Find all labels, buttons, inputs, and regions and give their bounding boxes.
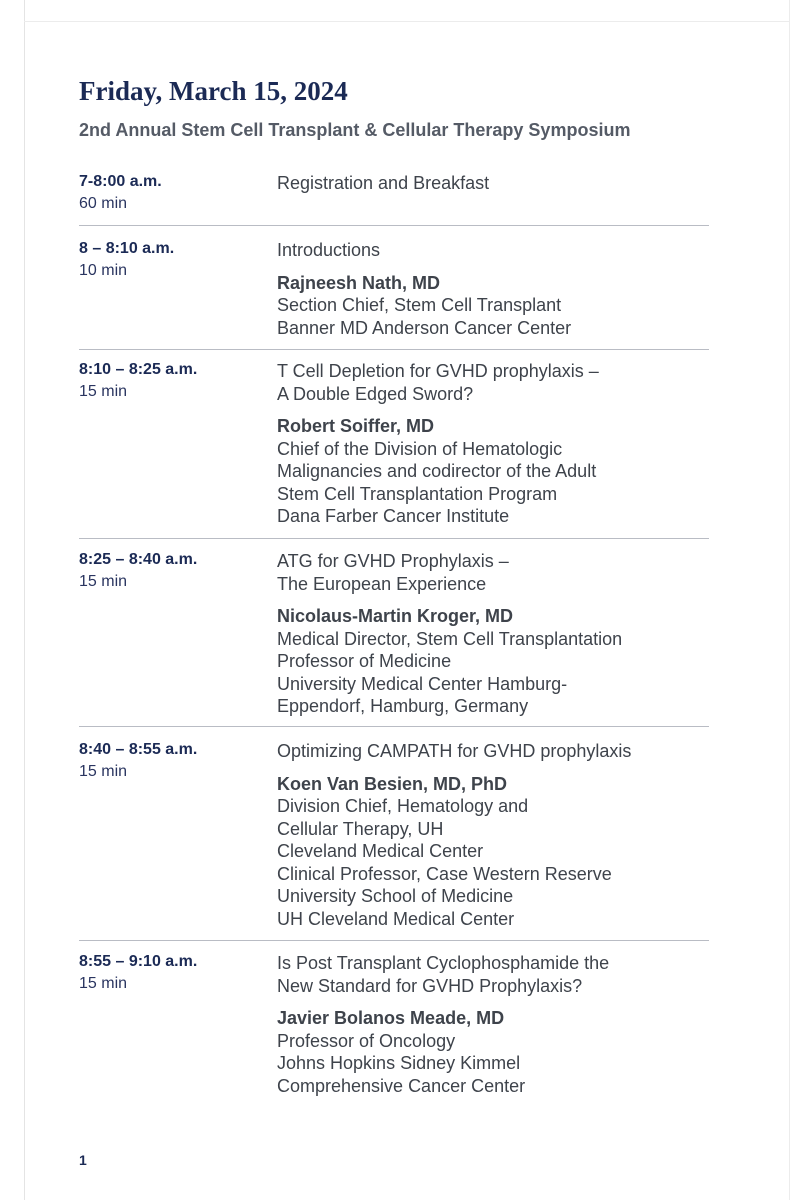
event-subtitle: 2nd Annual Stem Cell Transplant & Cellular Therapy Symposium — [79, 120, 631, 140]
session-time: 8 – 8:10 a.m. — [79, 240, 175, 257]
session-divider — [79, 349, 709, 350]
speaker-affiliation: Medical Director, Stem Cell Transplantation — [277, 628, 623, 649]
speaker-block — [277, 415, 747, 528]
session-duration: 15 min — [79, 975, 128, 992]
speaker-affiliation: Stem Cell Transplantation Program — [277, 483, 558, 504]
speaker-name: Koen Van Besien, MD, PhD — [277, 773, 508, 794]
speaker-affiliation: Dana Farber Cancer Institute — [277, 506, 510, 526]
page-number: 1 — [79, 1152, 87, 1168]
session-content — [277, 952, 747, 1097]
session-duration: 10 min — [79, 262, 128, 279]
page-title: Friday, March 15, 2024 — [79, 76, 348, 106]
session-divider — [79, 538, 709, 539]
speaker-affiliation: Chief of the Division of Hematologic — [277, 438, 563, 459]
session-divider — [79, 225, 709, 226]
speaker-name: Nicolaus-Martin Kroger, MD — [277, 606, 514, 626]
page-edge-top — [24, 21, 790, 22]
page-edge-right — [789, 0, 790, 1200]
speaker-affiliation: Professor of Medicine — [277, 651, 452, 671]
speaker-affiliation: Eppendorf, Hamburg, Germany — [277, 696, 529, 716]
speaker-name: Rajneesh Nath, MD — [277, 272, 441, 293]
speaker-affiliation: Section Chief, Stem Cell Transplant — [277, 295, 562, 315]
session-topic: T Cell Depletion for GVHD prophylaxis – — [277, 361, 599, 381]
speaker-affiliation: Cellular Therapy, UH — [277, 818, 444, 839]
speaker-affiliation: UH Cleveland Medical Center — [277, 908, 515, 929]
session-divider — [79, 940, 709, 941]
speaker-affiliation: Professor of Oncology — [277, 1030, 456, 1051]
speaker-affiliation: Division Chief, Hematology and — [277, 796, 529, 816]
session-time: 8:55 – 9:10 a.m. — [79, 953, 198, 970]
session-topic: ATG for GVHD Prophylaxis – — [277, 551, 509, 571]
session-topic: Optimizing CAMPATH for GVHD prophylaxis — [277, 741, 632, 761]
speaker-affiliation: University School of Medicine — [277, 886, 514, 906]
speaker-affiliation: Banner MD Anderson Cancer Center — [277, 317, 572, 338]
session-duration: 15 min — [79, 383, 128, 400]
speaker-block — [277, 1007, 747, 1097]
session-topic: New Standard for GVHD Prophylaxis? — [277, 975, 583, 996]
session-topic: Introductions — [277, 240, 381, 260]
session-content — [277, 740, 747, 930]
session-topic: The European Experience — [277, 573, 487, 594]
session-topic: Registration and Breakfast — [277, 173, 490, 193]
session-duration: 60 min — [79, 195, 128, 212]
speaker-block — [277, 773, 747, 931]
speaker-affiliation: Comprehensive Cancer Center — [277, 1075, 526, 1096]
session-content — [277, 360, 747, 528]
session-time: 8:40 – 8:55 a.m. — [79, 741, 198, 758]
speaker-block — [277, 605, 747, 718]
session-time: 8:25 – 8:40 a.m. — [79, 551, 198, 568]
speaker-name: Robert Soiffer, MD — [277, 416, 435, 436]
speaker-name: Javier Bolanos Meade, MD — [277, 1008, 505, 1028]
speaker-affiliation: University Medical Center Hamburg- — [277, 673, 568, 694]
session-content — [277, 550, 747, 718]
speaker-affiliation: Clinical Professor, Case Western Reserve — [277, 863, 612, 884]
session-topic: Is Post Transplant Cyclophosphamide the — [277, 953, 610, 973]
session-time: 8:10 – 8:25 a.m. — [79, 361, 198, 378]
session-content — [277, 239, 747, 339]
speaker-affiliation: Malignancies and codirector of the Adult — [277, 461, 597, 481]
speaker-affiliation: Cleveland Medical Center — [277, 841, 484, 861]
session-topic: A Double Edged Sword? — [277, 383, 474, 404]
session-time: 7-8:00 a.m. — [79, 173, 162, 190]
session-duration: 15 min — [79, 763, 128, 780]
session-content — [277, 172, 747, 195]
session-duration: 15 min — [79, 573, 128, 590]
speaker-block — [277, 272, 747, 340]
session-divider — [79, 726, 709, 727]
speaker-affiliation: Johns Hopkins Sidney Kimmel — [277, 1053, 521, 1073]
page-edge-left — [24, 0, 25, 1200]
